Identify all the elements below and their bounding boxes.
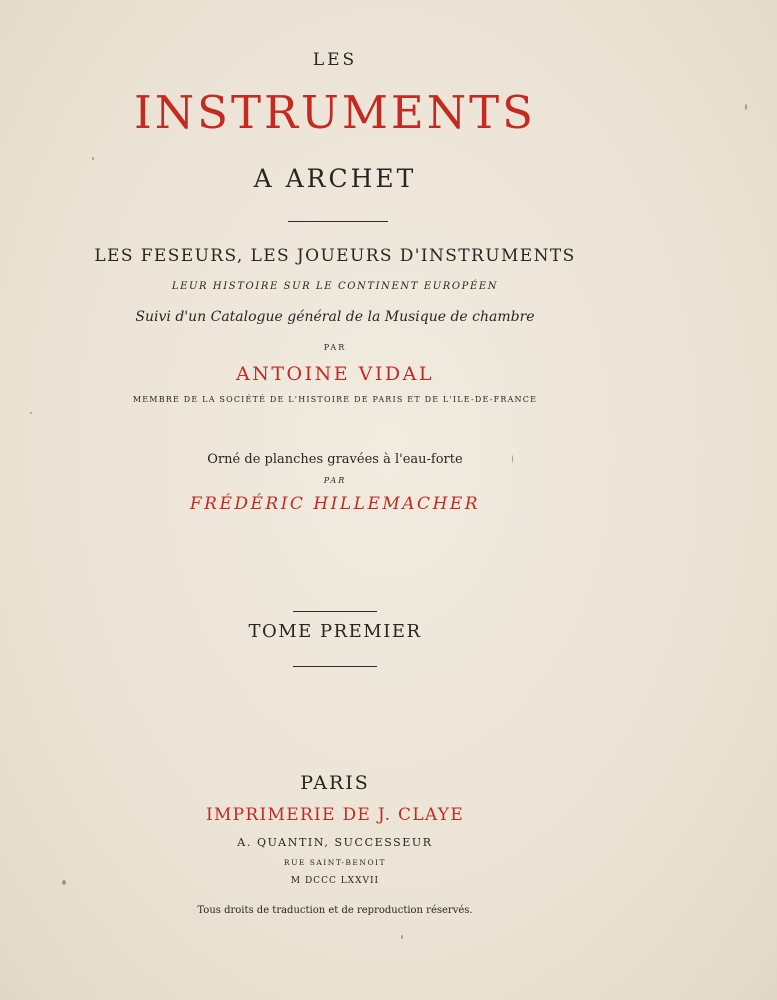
- tome-rule-top: [293, 611, 377, 612]
- imprint-year: M DCCC LXXVII: [290, 876, 380, 886]
- imprint-city: PARIS: [300, 772, 370, 794]
- imprint-street: RUE SAINT-BENOIT: [283, 858, 387, 867]
- title-instruments: INSTRUMENTS: [134, 86, 536, 139]
- imprint-rights: Tous droits de traduction et de reproduction réservés.: [197, 905, 473, 916]
- paper-speck: [745, 104, 747, 110]
- author-affiliation: MEMBRE DE LA SOCIÉTÉ DE L'HISTOIRE DE PARIS ET DE L'ILE-DE-FRANCE: [132, 395, 538, 404]
- illustrator-name: FRÉDÉRIC HILLEMACHER: [189, 494, 481, 514]
- subtitle-feseurs: LES FESEURS, LES JOUEURS D'INSTRUMENTS: [94, 246, 576, 266]
- subtitle-catalogue: [0, 309, 670, 325]
- paper-speck: [92, 157, 94, 160]
- paper-speck: [30, 412, 32, 414]
- title-a-archet: A ARCHET: [253, 164, 417, 193]
- author-name: ANTOINE VIDAL: [236, 363, 434, 385]
- subtitle-catalogue-text: Suivi d'un Catalogue général de la Musique de chambre: [135, 309, 535, 325]
- illustrator-par: PAR: [323, 476, 347, 485]
- imprint-printer: IMPRIMERIE DE J. CLAYE: [205, 805, 465, 825]
- paper-speck: [401, 935, 403, 939]
- tome-rule-bottom: [293, 666, 377, 667]
- title-les: LES: [312, 50, 358, 70]
- subtitle-histoire: LEUR HISTOIRE SUR LE CONTINENT EUROPÉEN: [171, 281, 499, 292]
- author-par: PAR: [323, 343, 347, 352]
- imprint-successor: A. QUANTIN, SUCCESSEUR: [237, 836, 433, 849]
- illustrator-line: Orné de planches gravées à l'eau-forte: [207, 452, 463, 467]
- title-rule: [288, 221, 388, 222]
- volume-label: TOME PREMIER: [248, 621, 422, 642]
